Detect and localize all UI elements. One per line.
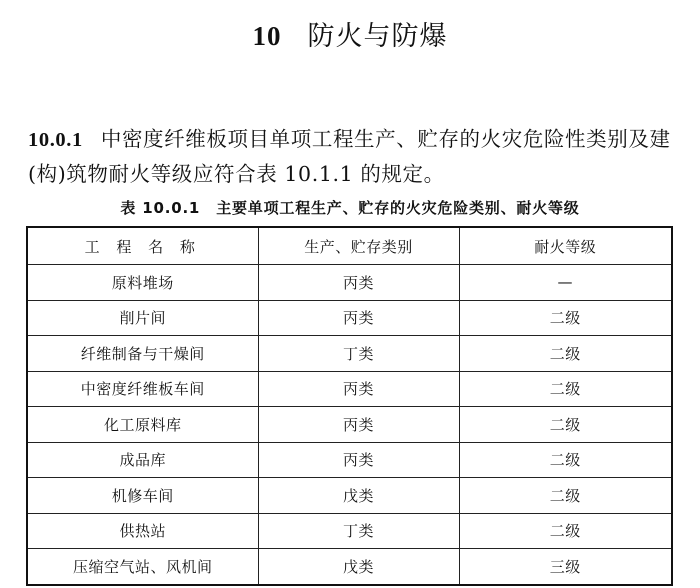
cell-project-name: 化工原料库 <box>27 407 258 443</box>
cell-category: 丙类 <box>258 300 459 336</box>
cell-project-name: 压缩空气站、风机间 <box>27 549 258 585</box>
cell-category: 丙类 <box>258 407 459 443</box>
table-row <box>27 442 672 478</box>
table-row <box>27 300 672 336</box>
clause-text: 中密度纤维板项目单项工程生产、贮存的火灾危险性类别及建(构)筑物耐火等级应符合表 10.1.1 的规定。 <box>28 127 671 186</box>
clause-paragraph <box>28 122 678 191</box>
table-row <box>27 265 672 301</box>
table-row <box>27 478 672 514</box>
header-category: 生产、贮存类别 <box>258 227 459 265</box>
cell-project-name: 成品库 <box>27 442 258 478</box>
cell-category: 丁类 <box>258 513 459 549</box>
cell-fire-rating: 二级 <box>459 478 672 514</box>
cell-project-name: 供热站 <box>27 513 258 549</box>
cell-fire-rating: 二级 <box>459 300 672 336</box>
table-row <box>27 336 672 372</box>
cell-fire-rating: 二级 <box>459 513 672 549</box>
cell-project-name: 削片间 <box>27 300 258 336</box>
cell-category: 丙类 <box>258 265 459 301</box>
cell-project-name: 机修车间 <box>27 478 258 514</box>
fire-rating-table <box>26 226 673 586</box>
table-caption <box>0 197 700 218</box>
chapter-heading <box>0 14 700 53</box>
cell-category: 丙类 <box>258 442 459 478</box>
table-header-row <box>27 227 672 265</box>
cell-fire-rating: 二级 <box>459 336 672 372</box>
table-row <box>27 549 672 585</box>
cell-project-name: 原料堆场 <box>27 265 258 301</box>
cell-fire-rating: 二级 <box>459 442 672 478</box>
header-fire-rating: 耐火等级 <box>459 227 672 265</box>
cell-fire-rating: 二级 <box>459 407 672 443</box>
header-project-name: 工 程 名 称 <box>27 227 258 265</box>
cell-project-name: 纤维制备与干燥间 <box>27 336 258 372</box>
cell-category: 戊类 <box>258 478 459 514</box>
cell-fire-rating: — <box>459 265 672 301</box>
cell-project-name: 中密度纤维板车间 <box>27 371 258 407</box>
chapter-title: 防火与防爆 <box>307 21 448 52</box>
table-row <box>27 407 672 443</box>
cell-category: 丙类 <box>258 371 459 407</box>
cell-fire-rating: 三级 <box>459 549 672 585</box>
table-caption-title: 主要单项工程生产、贮存的火灾危险类别、耐火等级 <box>216 199 580 217</box>
cell-category: 丁类 <box>258 336 459 372</box>
chapter-number: 10 <box>252 21 282 51</box>
table-row <box>27 371 672 407</box>
cell-fire-rating: 二级 <box>459 371 672 407</box>
cell-category: 戊类 <box>258 549 459 585</box>
table-row <box>27 513 672 549</box>
clause-number: 10.0.1 <box>28 129 83 151</box>
table-caption-number: 表 10.0.1 <box>120 199 201 217</box>
